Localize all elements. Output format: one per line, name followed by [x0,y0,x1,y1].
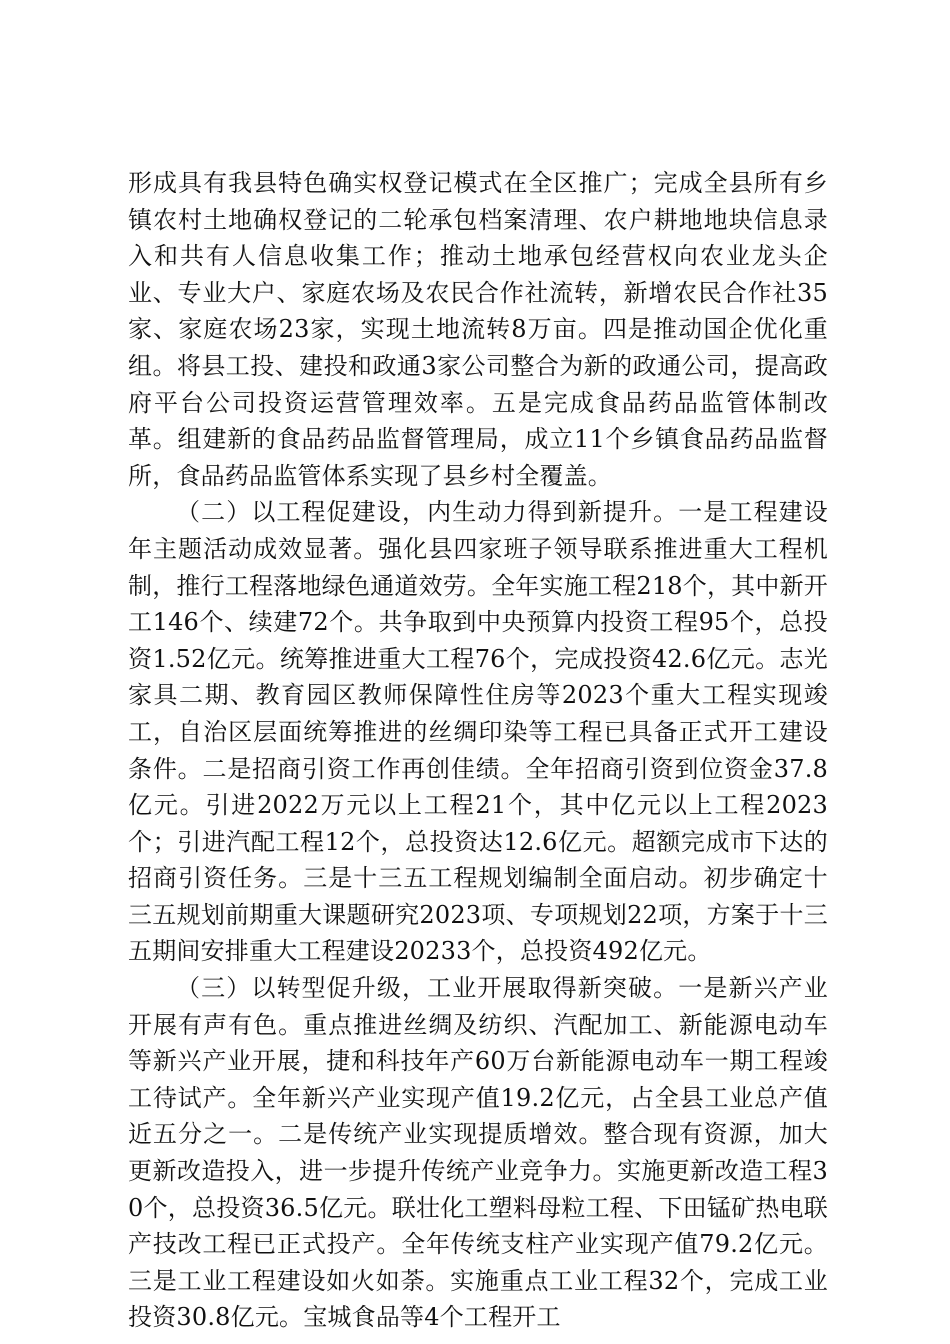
paragraph-industrial-upgrade: （三）以转型促升级，工业开展取得新突破。一是新兴产业开展有声有色。重点推进丝绸及纺织、汽配加工、新能源电动车等新兴产业开展，捷和科技年产60万台新能源电动车一期工程竣工待试产。全年新兴产业实现产值19.2亿元，占全县工业总产值近五分之一。二是传统产业实现提质增效。整合现有资源，加大更新改造投入，进一步提升传统产业竞争力。实施更新改造工程30个，总投资36.5亿元。联壮化工塑料母粒工程、下田锰矿热电联产技改工程已正式投产。全年传统支柱产业实现产值79.2亿元。三是工业工程建设如火如荼。实施重点工业工程32个，完成工业投资30.8亿元。宝城食品等4个工程开工 [128,974,828,1332]
paragraph-project-construction: （二）以工程促建设，内生动力得到新提升。一是工程建设年主题活动成效显著。强化县四家班子领导联系推进重大工程机制，推行工程落地绿色通道效劳。全年实施工程218个，其中新开工146个、续建72个。共争取到中央预算内投资工程95个，总投资1.52亿元。统筹推进重大工程76个，完成投资42.6亿元。志光家具二期、教育园区教师保障性住房等2023个重大工程实现竣工，自治区层面统筹推进的丝绸印染等工程已具备正式开工建设条件。二是招商引资工作再创佳绩。全年招商引资到位资金37.8亿元。引进2022万元以上工程21个，其中亿元以上工程2023个；引进汽配工程12个，总投资达12.6亿元。超额完成市下达的招商引资任务。三是十三五工程规划编制全面启动。初步确定十三五规划前期重大课题研究2023项、专项规划22项，方案于十三五期间安排重大工程建设20233个，总投资492亿元。 [128,498,828,966]
paragraph-reform-continued: 形成具有我县特色确实权登记模式在全区推广；完成全县所有乡镇农村土地确权登记的二轮承包档案清理、农户耕地地块信息录入和共有人信息收集工作；推动土地承包经营权向农业龙头企业、专业大户、家庭农场及农民合作社流转，新增农民合作社35家、家庭农场23家，实现土地流转8万亩。四是推动国企优化重组。将县工投、建投和政通3家公司整合为新的政通公司，提高政府平台公司投资运营管理效率。五是完成食品药品监管体制改革。组建新的食品药品监督管理局，成立11个乡镇食品药品监督所，食品药品监管体系实现了县乡村全覆盖。 [128,169,828,490]
document-body [128,165,828,1336]
